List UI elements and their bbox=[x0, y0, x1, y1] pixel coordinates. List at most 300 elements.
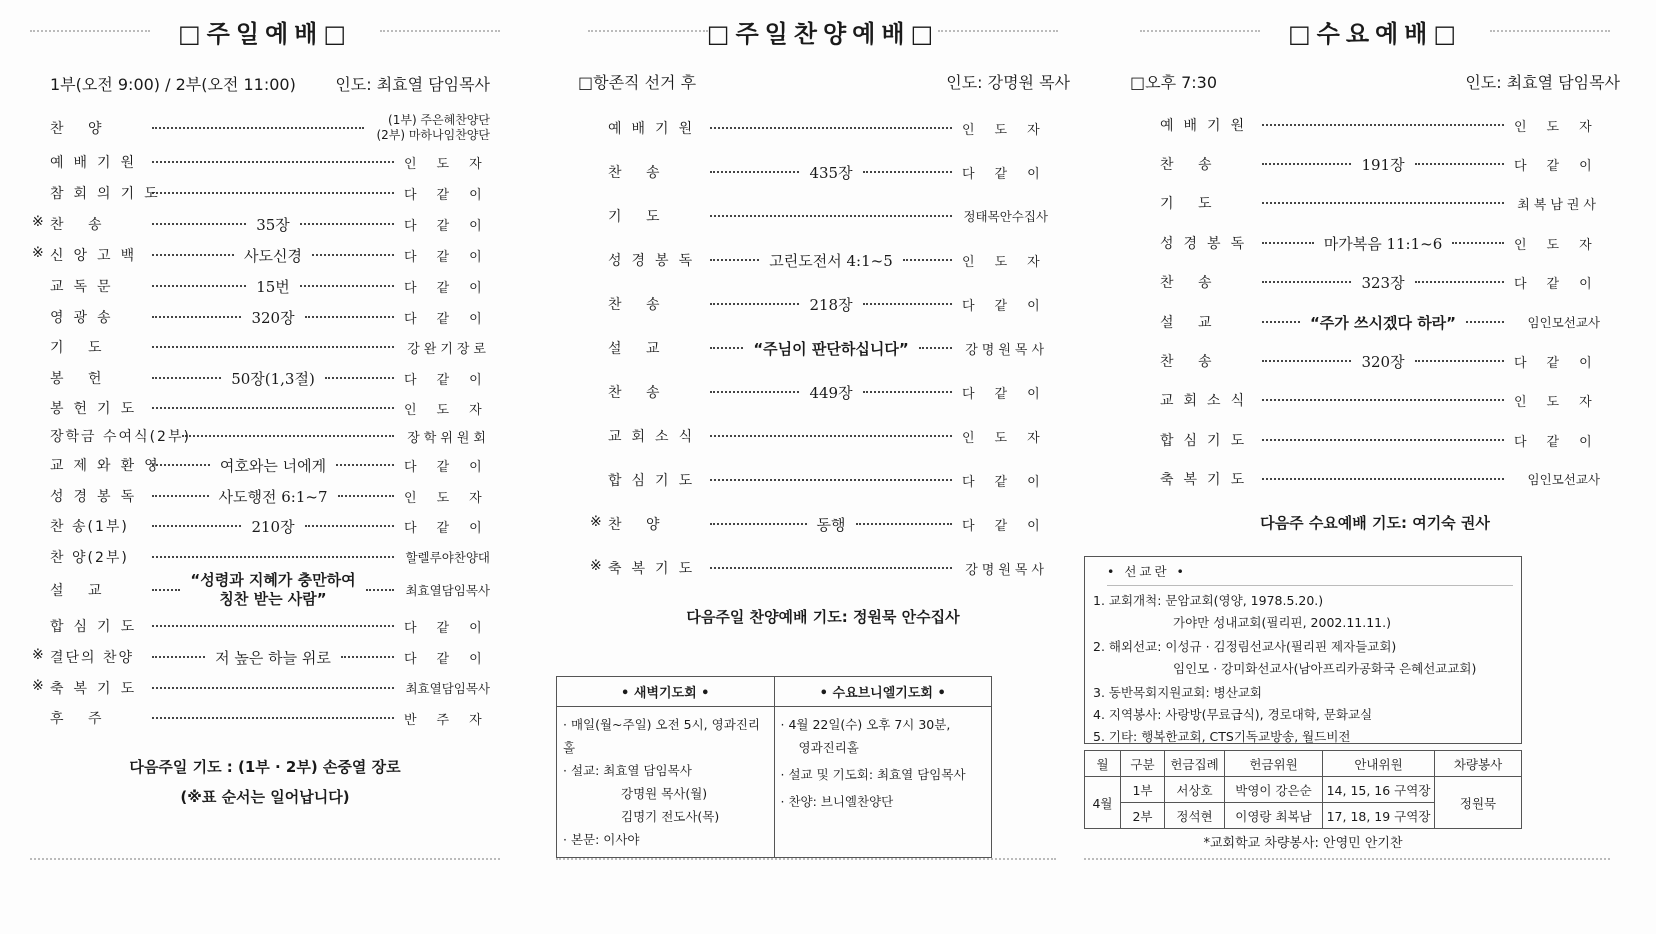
order-label bbox=[1160, 430, 1258, 450]
order-label bbox=[50, 337, 148, 357]
leader-dots bbox=[152, 525, 241, 527]
order-leader: 다같이 bbox=[404, 459, 502, 475]
order-leader: 최효열담임목사 bbox=[405, 681, 490, 696]
order-leader: 다같이 bbox=[404, 218, 502, 234]
order-label-text: 합심기도 bbox=[50, 619, 145, 635]
order-row bbox=[32, 645, 502, 669]
sunday-worship-leader: 인도: 최효열 담임목사 bbox=[335, 75, 490, 94]
order-leader: 다같이 bbox=[404, 187, 502, 203]
order-leader: 강완기장로 bbox=[407, 341, 490, 357]
order-row bbox=[1160, 428, 1612, 452]
duty-header: 월 bbox=[1085, 751, 1121, 777]
leader-dots bbox=[366, 589, 394, 591]
dawn-prayer-title: • 새벽기도회 • bbox=[557, 677, 775, 707]
choir-line: (2부) 마하나임찬양단 bbox=[376, 128, 490, 142]
order-label-text: 찬 양(2부) bbox=[50, 550, 129, 566]
order-label-text: 설 교 bbox=[608, 341, 670, 357]
order-leader: 다같이 bbox=[404, 520, 502, 536]
order-label-text: 찬 송(1부) bbox=[50, 519, 129, 535]
order-leader: 인도자 bbox=[404, 490, 502, 506]
order-label-text: 찬 송 bbox=[1160, 275, 1222, 291]
order-label-text: 기 도 bbox=[608, 209, 670, 225]
leader-dots bbox=[152, 127, 364, 129]
sunday-praise-title-wrap bbox=[588, 14, 1058, 54]
leader-dots bbox=[325, 377, 394, 379]
order-row bbox=[50, 396, 502, 420]
leader-dots bbox=[1262, 163, 1351, 165]
order-leader: 다같이 bbox=[1514, 276, 1612, 292]
order-label-text: 예배기원 bbox=[1160, 118, 1255, 134]
order-leader: 인도자 bbox=[962, 430, 1060, 446]
order-label-text: 교회소식 bbox=[1160, 393, 1255, 409]
order-label-text: 신앙고백 bbox=[50, 248, 145, 264]
standing-mark: ※ bbox=[32, 678, 44, 694]
leader-dots bbox=[152, 556, 394, 558]
leader-dots bbox=[152, 625, 394, 627]
choir-line: (1부) 주은혜찬양단 bbox=[388, 113, 490, 127]
sunday-praise-time: □항존직 선거 후 bbox=[578, 73, 697, 92]
wednesday-prayer-title: • 수요브니엘기도회 • bbox=[774, 677, 992, 707]
leader-dots bbox=[710, 435, 952, 437]
order-leader: 다같이 bbox=[404, 372, 502, 388]
mission-box bbox=[1084, 556, 1522, 744]
order-leader: 다같이 bbox=[404, 651, 502, 667]
order-label bbox=[590, 558, 706, 578]
footer-divider bbox=[30, 858, 500, 860]
leader-dots bbox=[710, 347, 743, 349]
order-row bbox=[50, 570, 490, 610]
order-label bbox=[50, 547, 148, 567]
order-detail: 저 높은 하늘 위로 bbox=[215, 648, 331, 667]
order-row bbox=[1160, 191, 1600, 215]
duty-guide: 14, 15, 16 구역장 bbox=[1323, 777, 1435, 803]
order-label bbox=[50, 616, 148, 636]
leader-dots bbox=[152, 161, 394, 163]
leader-dots bbox=[338, 495, 395, 497]
leader-dots bbox=[710, 391, 799, 393]
leader-dots bbox=[152, 346, 394, 348]
wednesday-line: · 찬양: 브니엘찬양단 bbox=[780, 794, 894, 809]
vehicle-footnote: *교회학교 차량봉사: 안영민 안기찬 bbox=[1203, 836, 1403, 851]
order-label bbox=[608, 250, 706, 270]
order-label bbox=[1160, 312, 1258, 332]
duty-guide: 17, 18, 19 구역장 bbox=[1323, 803, 1435, 829]
leader-dots bbox=[863, 303, 952, 305]
leader-dots bbox=[1415, 281, 1504, 283]
wednesday-prayer-details bbox=[774, 707, 992, 858]
order-leader: 인도자 bbox=[404, 156, 502, 172]
leader-dots bbox=[903, 259, 952, 261]
footer-divider bbox=[556, 858, 1056, 860]
order-leader: 할렐루야찬양대 bbox=[405, 550, 490, 565]
order-detail: 210장 bbox=[251, 517, 295, 536]
order-row bbox=[1160, 270, 1612, 294]
dawn-line: 김명기 전도사(목) bbox=[621, 809, 720, 824]
mission-title: • 선교란 • bbox=[1107, 561, 1513, 586]
order-leader: 인도자 bbox=[1514, 237, 1612, 253]
order-label-text: 봉 헌 bbox=[50, 371, 112, 387]
order-row bbox=[32, 243, 502, 267]
order-label-text: 예배기원 bbox=[50, 155, 145, 171]
order-label bbox=[1160, 469, 1258, 489]
order-leader: 다같이 bbox=[962, 166, 1060, 182]
leader-dots bbox=[1415, 163, 1504, 165]
order-leader: 반주자 bbox=[404, 712, 502, 728]
leader-dots bbox=[152, 717, 394, 719]
footer-divider bbox=[1084, 858, 1610, 860]
duty-header: 차량봉사 bbox=[1435, 751, 1522, 777]
order-label bbox=[1160, 154, 1258, 174]
order-label bbox=[1160, 390, 1258, 410]
order-row bbox=[608, 160, 1060, 184]
duty-members: 이영랑 최복남 bbox=[1225, 803, 1323, 829]
order-label-text: 축복기도 bbox=[608, 561, 703, 577]
order-leader: 인도자 bbox=[962, 122, 1060, 138]
leader-dots bbox=[152, 285, 246, 287]
leader-dots bbox=[710, 215, 952, 217]
order-row bbox=[1160, 388, 1612, 412]
wednesday-line: 영과진리홀 bbox=[798, 740, 859, 755]
order-row bbox=[608, 248, 1060, 272]
dawn-prayer-details bbox=[557, 707, 775, 858]
order-label bbox=[1160, 272, 1258, 292]
order-leader: 다같이 bbox=[962, 474, 1060, 490]
leader-dots bbox=[1415, 360, 1504, 362]
order-detail: 435장 bbox=[809, 163, 853, 182]
leader-dots bbox=[863, 391, 952, 393]
duty-header: 헌금위원 bbox=[1225, 751, 1323, 777]
leader-dots bbox=[1262, 124, 1504, 126]
sunday-praise-column bbox=[563, 0, 1070, 934]
order-row bbox=[608, 204, 1048, 228]
order-leader: 인도자 bbox=[1514, 394, 1612, 410]
order-label bbox=[1160, 193, 1258, 213]
order-row bbox=[50, 113, 490, 142]
order-row bbox=[50, 706, 502, 730]
sunday-praise-title: □주일찬양예배□ bbox=[706, 20, 940, 48]
leader-dots bbox=[152, 377, 221, 379]
leader-dots bbox=[336, 464, 394, 466]
mission-line: 1. 교회개척: 문암교회(영양, 1978.5.20.) bbox=[1093, 593, 1324, 608]
standing-mark: ※ bbox=[32, 214, 44, 230]
standing-mark: ※ bbox=[32, 245, 44, 261]
duty-leader: 서상호 bbox=[1165, 777, 1225, 803]
order-detail: 218장 bbox=[809, 295, 853, 314]
order-label bbox=[1160, 233, 1258, 253]
order-row bbox=[50, 366, 502, 390]
mission-line: 4. 지역봉사: 사랑방(무료급식), 경로대학, 문화교실 bbox=[1093, 707, 1373, 722]
sunday-worship-times: 1부(오전 9:00) / 2부(오전 11:00) bbox=[50, 75, 296, 94]
order-detail: 동행 bbox=[816, 515, 846, 534]
order-leader: 다같이 bbox=[962, 298, 1060, 314]
order-leader: 다같이 bbox=[1514, 158, 1612, 174]
order-label bbox=[608, 118, 706, 138]
leader-dots bbox=[152, 495, 209, 497]
order-leader: 다같이 bbox=[962, 386, 1060, 402]
order-row bbox=[1160, 152, 1612, 176]
order-row bbox=[1160, 310, 1600, 334]
order-label bbox=[608, 162, 706, 182]
order-label-text: 찬 송 bbox=[1160, 157, 1222, 173]
order-label-text: 찬 양 bbox=[50, 121, 112, 137]
order-leader: 다같이 bbox=[404, 249, 502, 265]
order-detail: 15번 bbox=[256, 277, 290, 296]
duty-header: 안내위원 bbox=[1323, 751, 1435, 777]
order-label-text: 축복기도 bbox=[50, 681, 145, 697]
leader-dots bbox=[710, 171, 799, 173]
order-leader: 다같이 bbox=[404, 311, 502, 327]
order-label bbox=[50, 426, 191, 446]
order-leader: 임인모선교사 bbox=[1527, 315, 1600, 330]
standing-note: (※표 순서는 일어납니다) bbox=[180, 788, 350, 806]
order-detail: 고린도전서 4:1~5 bbox=[769, 251, 893, 270]
order-label-text: 설 교 bbox=[1160, 315, 1222, 331]
order-leader: 다같이 bbox=[404, 620, 502, 636]
order-leader: 강명원목사 bbox=[965, 562, 1048, 578]
order-label bbox=[590, 514, 706, 534]
duty-header: 구분 bbox=[1121, 751, 1165, 777]
leader-dots bbox=[1262, 399, 1504, 401]
mission-line: 3. 동반목회지원교회: 병산교회 bbox=[1093, 685, 1262, 700]
leader-dots bbox=[1262, 281, 1351, 283]
order-label-text: 참회의기도 bbox=[50, 186, 168, 202]
order-label-text: 예배기원 bbox=[608, 121, 703, 137]
order-label bbox=[50, 486, 148, 506]
order-row bbox=[50, 514, 502, 538]
order-label bbox=[50, 152, 148, 172]
order-row bbox=[1160, 231, 1612, 255]
order-row bbox=[590, 556, 1048, 580]
leader-dots bbox=[152, 589, 180, 591]
order-detail: 35장 bbox=[256, 215, 290, 234]
mission-line: 가야만 성내교회(필리핀, 2002.11.11.) bbox=[1173, 615, 1391, 630]
order-row bbox=[50, 305, 502, 329]
order-row bbox=[590, 512, 1060, 536]
wednesday-worship-title-wrap bbox=[1140, 14, 1610, 54]
duty-header: 헌금집례 bbox=[1165, 751, 1225, 777]
leader-dots bbox=[305, 316, 394, 318]
leader-dots bbox=[152, 407, 394, 409]
order-label-text: 합심기도 bbox=[608, 473, 703, 489]
order-label-text: 기 도 bbox=[50, 340, 112, 356]
order-label-text: 성경봉독 bbox=[50, 489, 145, 505]
order-row bbox=[50, 335, 490, 359]
mission-line: 5. 기타: 행복한교회, CTS기독교방송, 월드비전 bbox=[1093, 729, 1351, 744]
leader-dots bbox=[710, 567, 952, 569]
dawn-line: · 설교: 최효열 담임목사 bbox=[563, 763, 692, 778]
standing-mark: ※ bbox=[590, 558, 602, 574]
order-row bbox=[608, 380, 1060, 404]
order-leader: 다같이 bbox=[962, 518, 1060, 534]
order-leader: 장학위원회 bbox=[407, 430, 490, 446]
order-label bbox=[50, 276, 148, 296]
dawn-line: · 본문: 이사야 bbox=[563, 832, 640, 847]
order-label bbox=[50, 368, 148, 388]
leader-dots bbox=[182, 435, 394, 437]
order-label bbox=[50, 516, 148, 536]
leader-dots bbox=[710, 523, 807, 525]
order-label bbox=[32, 214, 148, 234]
leader-dots bbox=[300, 285, 394, 287]
order-label-text: 기 도 bbox=[1160, 196, 1222, 212]
leader-dots bbox=[1262, 360, 1351, 362]
order-leader: 강명원목사 bbox=[965, 342, 1049, 358]
order-label bbox=[50, 455, 168, 475]
order-label-text: 장학금 수여식(2부) bbox=[50, 429, 191, 445]
order-label bbox=[608, 338, 706, 358]
wednesday-next-prayer: 다음주 수요예배 기도: 여기숙 권사 bbox=[1260, 514, 1490, 532]
mission-line: 임인모 · 강미화선교사(남아프리카공화국 은혜선교교회) bbox=[1173, 661, 1477, 676]
order-leader: 인도자 bbox=[1514, 119, 1612, 135]
order-label bbox=[32, 678, 148, 698]
order-label bbox=[608, 426, 706, 446]
order-label-text: 합심기도 bbox=[1160, 433, 1255, 449]
order-leader: 다같이 bbox=[404, 280, 502, 296]
leader-dots bbox=[919, 347, 952, 349]
order-label-text: 찬 양 bbox=[608, 517, 670, 533]
order-row bbox=[608, 116, 1060, 140]
order-row bbox=[1160, 349, 1612, 373]
order-row bbox=[1160, 113, 1612, 137]
order-label-text: 설 교 bbox=[50, 583, 112, 599]
duty-driver: 정원묵 bbox=[1435, 777, 1522, 829]
wednesday-worship-title: □수요예배□ bbox=[1287, 20, 1463, 48]
order-detail: 320장 bbox=[251, 308, 295, 327]
order-label-text: 후 주 bbox=[50, 711, 112, 727]
order-leader: 정태목안수집사 bbox=[963, 209, 1048, 224]
wednesday-worship-time: □오후 7:30 bbox=[1130, 73, 1218, 92]
leader-dots bbox=[710, 259, 759, 261]
sunday-praise-next-prayer: 다음주일 찬양예배 기도: 정원묵 안수집사 bbox=[686, 608, 960, 626]
order-label-text: 성경봉독 bbox=[1160, 236, 1255, 252]
order-detail: 사도행전 6:1~7 bbox=[218, 487, 328, 506]
leader-dots bbox=[710, 127, 952, 129]
leader-dots bbox=[863, 171, 952, 173]
order-row bbox=[50, 274, 502, 298]
order-leader: 임인모선교사 bbox=[1527, 472, 1600, 487]
sermon-title-line: 칭찬 받는 사람” bbox=[219, 590, 327, 608]
order-leader: 다같이 bbox=[1514, 434, 1612, 450]
order-label-text: 찬 송 bbox=[50, 217, 112, 233]
order-label bbox=[608, 470, 706, 490]
order-label-text: 봉헌기도 bbox=[50, 401, 145, 417]
order-detail: “주가 쓰시겠다 하라” bbox=[1309, 313, 1457, 332]
order-label bbox=[32, 647, 148, 667]
order-row bbox=[50, 181, 502, 205]
order-label bbox=[32, 245, 148, 265]
order-row bbox=[50, 614, 502, 638]
order-leader: 다같이 bbox=[1514, 355, 1612, 371]
order-label-text: 결단의 찬양 bbox=[50, 650, 135, 666]
leader-dots bbox=[1262, 439, 1504, 441]
order-label bbox=[50, 580, 148, 600]
sunday-next-prayer: 다음주일 기도 : (1부 · 2부) 손중열 장로 bbox=[129, 758, 401, 776]
order-label bbox=[1160, 115, 1258, 135]
order-label-text: 교회소식 bbox=[608, 429, 703, 445]
leader-dots bbox=[710, 479, 952, 481]
order-leader: 인도자 bbox=[962, 254, 1060, 270]
duty-leader: 정석현 bbox=[1165, 803, 1225, 829]
leader-dots bbox=[1452, 242, 1504, 244]
dawn-line: · 매일(월~주일) 오전 5시, 영과진리홀 bbox=[563, 717, 760, 755]
order-label bbox=[50, 307, 148, 327]
order-label-text: 영광송 bbox=[50, 310, 121, 326]
sermon-title-line: “성령과 지혜가 충만하여 bbox=[190, 571, 356, 589]
leader-dots bbox=[1262, 321, 1300, 323]
leader-dots bbox=[856, 523, 953, 525]
order-detail: 191장 bbox=[1361, 155, 1405, 174]
order-label-text: 찬 송 bbox=[608, 297, 670, 313]
order-detail: “주님이 판단하십니다” bbox=[753, 339, 909, 358]
duty-part: 1부 bbox=[1121, 777, 1165, 803]
leader-dots bbox=[341, 656, 394, 658]
wednesday-worship-leader: 인도: 최효열 담임목사 bbox=[1465, 73, 1620, 92]
order-label bbox=[50, 183, 168, 203]
order-row bbox=[1160, 467, 1600, 491]
order-detail: 449장 bbox=[809, 383, 853, 402]
wednesday-line: · 4월 22일(수) 오후 7시 30분, bbox=[780, 717, 951, 732]
duty-part: 2부 bbox=[1121, 803, 1165, 829]
duty-month: 4월 bbox=[1085, 777, 1121, 829]
wednesday-line: · 설교 및 기도회: 최효열 담임목사 bbox=[780, 767, 966, 782]
order-row bbox=[32, 212, 502, 236]
standing-mark: ※ bbox=[590, 514, 602, 530]
order-detail: 사도신경 bbox=[244, 246, 302, 265]
order-detail: 320장 bbox=[1361, 352, 1405, 371]
prayer-meetings-box bbox=[556, 676, 992, 858]
order-row bbox=[50, 150, 502, 174]
order-row bbox=[32, 676, 490, 700]
order-label-text: 찬 송 bbox=[608, 165, 670, 181]
order-leader: 최복남권사 bbox=[1517, 197, 1600, 213]
leader-dots bbox=[152, 656, 205, 658]
leader-dots bbox=[1262, 242, 1314, 244]
order-row bbox=[50, 545, 490, 569]
order-label-text: 교제와환영 bbox=[50, 458, 168, 474]
leader-dots bbox=[710, 303, 799, 305]
leader-dots bbox=[300, 223, 394, 225]
leader-dots bbox=[305, 525, 394, 527]
order-leader: 최효열담임목사 bbox=[405, 583, 490, 598]
leader-dots bbox=[1262, 478, 1504, 480]
mission-line: 2. 해외선교: 이성규 · 김정림선교사(필리핀 제자들교회) bbox=[1093, 639, 1397, 654]
order-label bbox=[608, 206, 706, 226]
order-label bbox=[50, 118, 148, 138]
leader-dots bbox=[1262, 202, 1504, 204]
order-label-text: 찬 송 bbox=[608, 385, 670, 401]
order-leader: 인도자 bbox=[404, 402, 502, 418]
leader-dots bbox=[152, 687, 394, 689]
leader-dots bbox=[152, 192, 394, 194]
leader-dots bbox=[152, 223, 246, 225]
order-row bbox=[50, 484, 502, 508]
duty-members: 박영이 강은순 bbox=[1225, 777, 1323, 803]
order-detail: 50장(1,3절) bbox=[231, 369, 315, 388]
duty-table bbox=[1084, 750, 1522, 829]
dawn-line: 강명원 목사(월) bbox=[621, 786, 708, 801]
leader-dots bbox=[152, 316, 241, 318]
order-detail: 323장 bbox=[1361, 273, 1405, 292]
order-row bbox=[50, 453, 502, 477]
order-label bbox=[50, 398, 148, 418]
order-row bbox=[608, 468, 1060, 492]
order-label bbox=[608, 294, 706, 314]
leader-dots bbox=[1466, 321, 1504, 323]
order-label bbox=[608, 382, 706, 402]
sunday-worship-title-wrap bbox=[30, 14, 500, 54]
leader-dots bbox=[312, 254, 394, 256]
sunday-worship-column bbox=[30, 0, 500, 934]
